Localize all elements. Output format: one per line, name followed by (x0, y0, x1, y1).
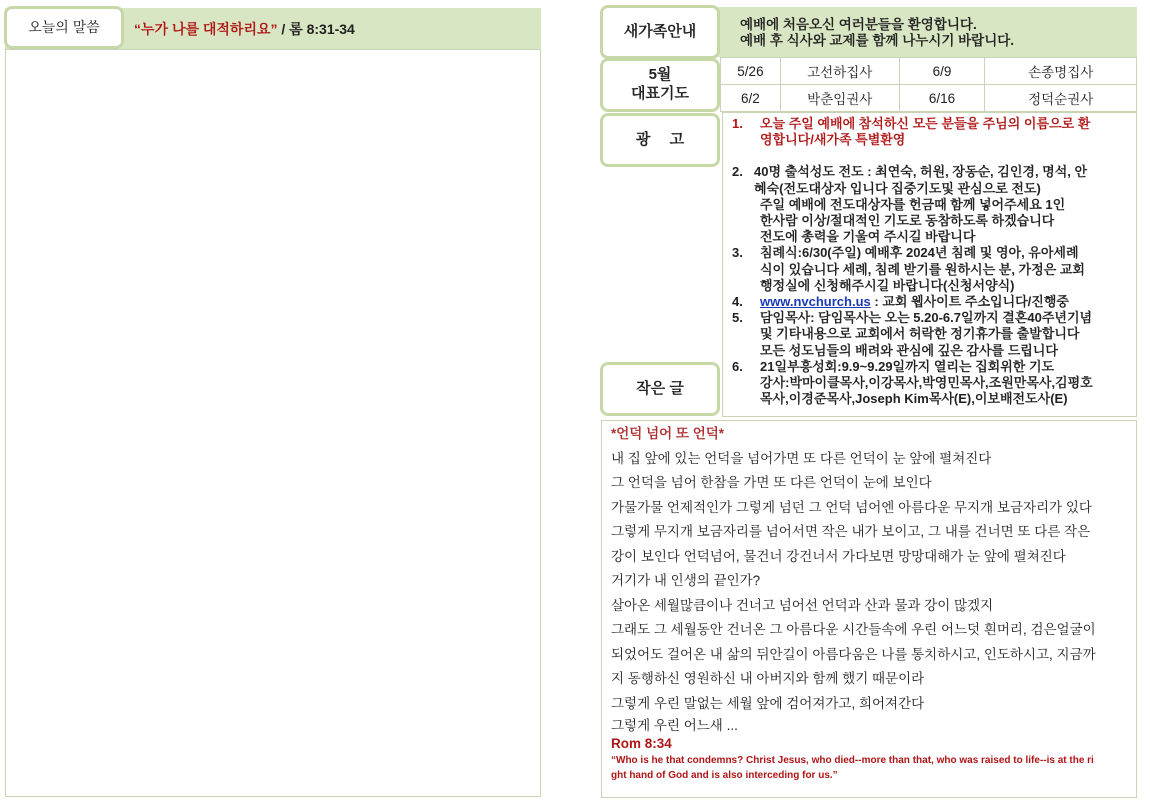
essay-line: 그렇게 우린 말없는 세월 앞에 검어져가고, 희어져간다 (611, 695, 925, 711)
verse-text (611, 753, 1131, 783)
announcement-line: 식이 있습니다 세례, 침례 받기를 원하시는 분, 가정은 교회 (760, 261, 1085, 277)
essay-line: 되었어도 걸어온 내 삶의 뒤안길이 아름다움은 나를 통치하시고, 인도하시고, 지금까 (611, 646, 1096, 662)
announcement-line: 행정실에 신청해주시길 바랍니다(신청서양식) (760, 277, 1015, 293)
announcement-number: 6. (732, 358, 743, 374)
essay-line: 거기가 내 인생의 끝인가? (611, 573, 761, 588)
prayer-label (600, 58, 720, 112)
announcements-list (732, 116, 1127, 407)
announcement-line: 담임목사: 담임목사는 오는 5.20-6.7일까지 결혼40주년기념 (760, 310, 1093, 326)
verse-reference: Rom 8:34 (611, 736, 672, 751)
prayer-name: 정덕순권사 (985, 85, 1137, 112)
announcement-line: : 교회 웹사이트 주소입니다/진행중 (870, 294, 1069, 310)
announcement-item (732, 294, 1127, 310)
prayer-date: 6/16 (899, 85, 985, 112)
prayer-date: 6/2 (721, 85, 781, 112)
announcement-line: 모든 성도님들의 배려와 관심에 깊은 감사를 드립니다 (760, 342, 1058, 358)
announcement-line: 40명 출석성도 전도 : 최연숙, 허원, 장동순, 김인경, 명석, 안 (754, 164, 1088, 180)
sermon-title-text: “누가 나를 대적하리요” (134, 21, 278, 37)
announcement-number: 3. (732, 245, 743, 261)
essay-line: 내 집 앞에 있는 언덕을 넘어가면 또 다른 언덕이 눈 앞에 펼쳐진다 (611, 450, 992, 466)
ads-label (600, 113, 720, 167)
essay-line: 살아온 세월많큼이나 건너고 넘어선 언덕과 산과 물과 강이 많겠지 (611, 597, 994, 613)
essay-line: 그래도 그 세월동안 건너온 그 아름다운 시간들속에 우린 어느덧 흰머리, 검은얼굴이 (611, 622, 1096, 637)
announcement-number: 4. (732, 294, 743, 310)
announcement-number: 1. (732, 116, 743, 131)
sermon-body-box (5, 49, 541, 797)
announcement-line: 강사:박마이클목사,이강목사,박영민목사,조원만목사,김평호 (760, 375, 1093, 391)
essay-line: 가물가물 언제적인가 그렇게 넘던 그 언덕 넘어엔 아름다운 무지개 보금자리가 있다 (611, 499, 1092, 515)
announcement-line: 전도에 총력을 기울여 주시길 바랍니다 (760, 229, 976, 245)
announcement-line: 영합니다/새가족 특별환영 (760, 132, 906, 148)
essay-line: 강이 보인다 언덕넘어, 물건너 강건너서 가다보면 망망대해가 눈 앞에 펼쳐진다 (611, 548, 1066, 564)
announcement-line: 오늘 주일 예배에 참석하신 모든 분들을 주님의 이름으로 환 (760, 116, 1091, 131)
prayer-date: 6/9 (899, 58, 985, 85)
prayer-row (721, 58, 1137, 85)
verse-line: “Who is he that condemns? Christ Jesus, who died--more than that, who was raised to life--is at the ri (611, 755, 1094, 766)
announcement-item (732, 164, 1127, 245)
essay-line: 그 언덕을 넘어 한참을 가면 또 다른 언덕이 눈에 보인다 (611, 475, 932, 490)
sermon-title (134, 19, 355, 39)
prayer-name: 고선하집사 (780, 58, 899, 85)
newcomer-label (600, 5, 720, 59)
announcement-number: 5. (732, 310, 743, 326)
prayer-label-title: 대표기도 (631, 85, 689, 102)
announcement-item (732, 310, 1127, 359)
announcement-line: 침례식:6/30(주일) 예배후 2024년 침례 및 영아, 유아세례 (760, 245, 1079, 261)
essay-title: *언덕 넘어 또 언덕* (611, 426, 725, 441)
newcomer-label-text: 새가족안내 (623, 22, 697, 40)
newcomer-line-2: 예배 후 식사와 교제를 함께 나누시기 바랍니다. (740, 33, 1015, 48)
announcement-item (732, 359, 1127, 408)
announcement-line: 주일 예배에 전도대상자를 헌금때 함께 넣어주세요 1인 (760, 196, 1066, 212)
announcement-line: 혜숙(전도대상자 입니다 집중기도및 관심으로 전도) (754, 180, 1041, 196)
essay-label-text: 작은 글 (636, 379, 684, 397)
todays-word-label-text: 오늘의 말씀 (28, 18, 100, 35)
todays-word-label (4, 6, 124, 49)
announcement-line: 및 기타내용으로 교회에서 허락한 정기휴가를 출발합니다 (760, 326, 1080, 342)
announcement-line: 한사람 이상/절대적인 기도로 동참하도록 하겠습니다 (760, 213, 1055, 229)
ads-label-text: 광 고 (635, 130, 685, 148)
announcement-item (732, 116, 1127, 148)
announcement-line: 목사,이경준목사,Joseph Kim목사(E),이보배전도사(E) (760, 391, 1068, 407)
prayer-name: 손종명집사 (985, 58, 1137, 85)
essay-line: 그렇게 우린 어느새 ... (611, 718, 738, 733)
essay-label (600, 362, 720, 416)
announcement-line: 21일부흥성회:9.9~9.29일까지 열리는 집회위한 기도 (760, 358, 1055, 374)
sermon-reference: / 롬 8:31-34 (277, 21, 355, 37)
prayer-schedule-table (720, 57, 1137, 112)
church-website-link[interactable]: www.nvchurch.us (760, 294, 871, 310)
newcomer-line-1: 예배에 처음오신 여러분들을 환영합니다. (740, 17, 977, 32)
essay-content (611, 422, 1131, 783)
prayer-date: 5/26 (721, 58, 781, 85)
newcomer-message (722, 9, 1137, 55)
prayer-name: 박춘임권사 (780, 85, 899, 112)
prayer-row (721, 85, 1137, 112)
essay-line: 그렇게 무지개 보금자리를 넘어서면 작은 내가 보이고, 그 내를 건너면 또 다른 작은 (611, 524, 1091, 539)
announcement-number: 2. (732, 164, 743, 180)
prayer-label-month: 5월 (648, 66, 672, 84)
essay-line: 지 동행하신 영원하신 내 아버지와 함께 했기 때문이라 (611, 671, 925, 686)
announcement-item (732, 245, 1127, 294)
verse-line: ght hand of God and is also interceding for us.” (611, 770, 838, 781)
